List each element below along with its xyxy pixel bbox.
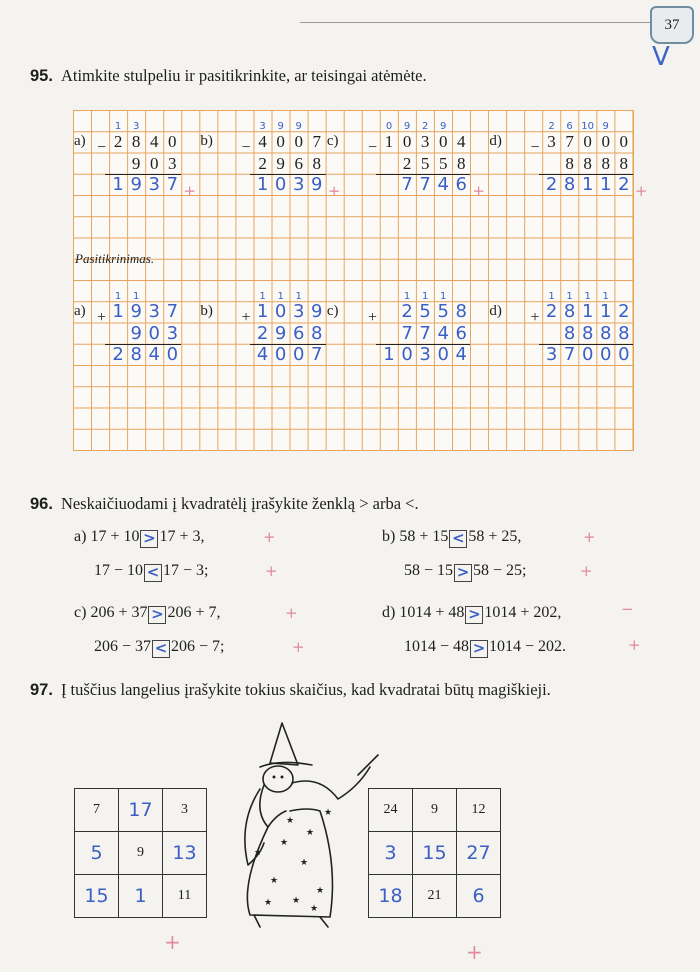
bottom-digit: 0 (148, 322, 160, 344)
comparison-row (404, 562, 527, 582)
magic-cell[interactable]: 5 (75, 832, 119, 875)
operation-sign: + (530, 309, 540, 327)
top-digit: 1 (112, 301, 124, 323)
answer-digit: 4 (148, 343, 160, 365)
top-digit: 9 (130, 301, 142, 323)
teacher-mark: + (265, 562, 278, 580)
carry-digit: 1 (114, 291, 122, 302)
bottom-digit: 8 (583, 153, 592, 173)
sum-line (539, 344, 633, 345)
bottom-digit: 8 (457, 153, 466, 173)
bottom-digit: 2 (256, 322, 269, 344)
top-digit: 0 (601, 132, 610, 152)
answer-digit: 1 (256, 173, 269, 195)
magic-row (75, 832, 207, 875)
comparison-row (382, 604, 561, 624)
answer-digit: 3 (148, 173, 160, 195)
right-expression: 58 + 25, (468, 528, 522, 545)
comparison-row (382, 528, 521, 548)
comparison-row (404, 638, 566, 658)
top-digit: 4 (258, 132, 267, 152)
answer-digit: 7 (419, 173, 431, 195)
top-digit: 8 (563, 301, 576, 323)
bottom-digit: 6 (294, 153, 303, 173)
teacher-check-mark: V (652, 42, 670, 72)
top-digit: 4 (149, 132, 159, 152)
carry-digit: 1 (295, 291, 302, 302)
sign-value: > (472, 639, 486, 657)
bottom-digit: 8 (565, 153, 574, 173)
left-expression: 1014 + 48 (399, 604, 465, 621)
bottom-digit: 8 (312, 153, 322, 173)
carry-digit: 1 (566, 291, 573, 302)
magic-cell[interactable]: 15 (413, 832, 457, 875)
item-label: a) (74, 528, 87, 545)
problem-label: c) (326, 133, 339, 150)
teacher-mark: + (327, 181, 341, 200)
operation-sign: − (530, 139, 540, 157)
top-digit: 0 (274, 301, 287, 323)
square-2-mark: + (466, 940, 483, 964)
carry-digit: 3 (259, 121, 266, 132)
bottom-digit: 7 (419, 322, 431, 344)
teacher-mark: + (580, 562, 593, 580)
svg-text:★: ★ (270, 876, 279, 886)
carry-digit: 1 (548, 291, 555, 302)
svg-text:★: ★ (300, 858, 309, 868)
carry-digit: 9 (440, 121, 447, 132)
answer-digit: 0 (166, 343, 179, 365)
carry-digit: 1 (403, 291, 411, 302)
top-digit: 0 (438, 132, 448, 152)
square-1-mark: + (164, 930, 181, 954)
bottom-digit: 8 (600, 322, 612, 344)
top-digit: 7 (166, 301, 179, 323)
comparison-row (74, 528, 205, 548)
operation-sign: − (97, 139, 107, 157)
top-digit: 9 (311, 301, 323, 323)
answer-digit: 2 (545, 173, 558, 195)
answer-digit: 1 (383, 343, 395, 365)
problem-label: a) (74, 133, 86, 150)
top-digit: 0 (583, 132, 592, 152)
answer-digit: 4 (455, 343, 467, 365)
top-digit: 2 (401, 301, 413, 323)
left-expression: 58 − 15 (404, 562, 454, 579)
magic-row (369, 789, 501, 832)
carry-digit: 1 (602, 291, 609, 302)
bottom-digit: 2 (258, 153, 267, 173)
carry-digit: 9 (277, 121, 284, 132)
magic-cell: 3 (163, 789, 207, 832)
answer-digit: 1 (600, 173, 612, 195)
top-digit: 1 (581, 301, 594, 323)
answer-digit: 0 (292, 343, 305, 365)
carry-digit: 3 (132, 121, 140, 132)
answer-digit: 3 (292, 173, 305, 195)
answer-digit: 0 (581, 343, 594, 365)
bottom-digit: 3 (166, 322, 179, 344)
top-digit: 3 (292, 301, 305, 323)
answer-digit: 8 (563, 173, 576, 195)
task-97-instruction: Į tuščius langelius įrašykite tokius skaičius, kad kvadratai būtų magiškieji. (60, 680, 551, 699)
sign-value: < (452, 529, 465, 547)
item-label: d) (382, 604, 396, 621)
svg-text:★: ★ (316, 886, 325, 896)
sign-box[interactable] (465, 606, 483, 624)
operation-sign: + (97, 309, 107, 327)
magic-cell[interactable]: 3 (369, 832, 413, 875)
top-digit: 1 (256, 301, 269, 323)
top-digit: 4 (457, 132, 466, 152)
magic-row (75, 875, 207, 918)
teacher-mark: + (263, 528, 276, 546)
magic-row (369, 875, 501, 918)
answer-digit: 0 (274, 343, 287, 365)
bottom-digit: 4 (437, 322, 449, 344)
top-digit: 8 (131, 132, 141, 152)
right-expression: 58 − 25; (473, 562, 527, 579)
right-expression: 206 + 7, (167, 604, 221, 621)
answer-digit: 9 (311, 173, 323, 195)
top-digit: 1 (384, 132, 394, 152)
task-95-number: 95. (30, 67, 53, 85)
answer-digit: 8 (130, 343, 142, 365)
answer-digit: 3 (419, 343, 431, 365)
bottom-digit: 5 (420, 153, 430, 173)
task-96-number: 96. (30, 495, 53, 513)
carry-digit: 1 (259, 291, 266, 302)
carry-digit: 9 (295, 121, 302, 132)
carry-digit: 1 (421, 291, 429, 302)
carry-digit: 9 (602, 121, 609, 132)
teacher-mark: + (628, 636, 641, 654)
item-label: b) (382, 528, 396, 545)
top-digit: 8 (455, 301, 467, 323)
top-digit: 3 (148, 301, 160, 323)
wizard-illustration-icon (220, 715, 380, 930)
magic-cell[interactable]: 13 (163, 832, 207, 875)
magic-square-2 (368, 788, 501, 918)
problem-label: d) (489, 303, 502, 320)
magic-cell[interactable]: 18 (369, 875, 413, 918)
answer-digit: 2 (112, 343, 124, 365)
magic-cell[interactable]: 6 (457, 875, 501, 918)
answer-digit: 0 (401, 343, 413, 365)
carry-digit: 6 (566, 121, 573, 132)
carry-digit: 1 (440, 291, 447, 302)
carry-digit: 1 (132, 291, 140, 302)
top-digit: 0 (294, 132, 303, 152)
top-digit: 7 (565, 132, 574, 152)
bottom-digit: 8 (618, 322, 630, 344)
answer-digit: 7 (401, 173, 413, 195)
carry-digit: 1 (114, 121, 122, 132)
magic-cell[interactable]: 1 (119, 875, 163, 918)
svg-text:★: ★ (292, 896, 301, 906)
comparison-row (94, 562, 209, 582)
page-number: 37 (650, 6, 694, 44)
sign-value: < (146, 563, 160, 581)
sign-value: > (151, 605, 164, 623)
answer-digit: 0 (618, 343, 630, 365)
answer-digit: 7 (311, 343, 323, 365)
teacher-mark: + (583, 528, 596, 546)
top-digit: 0 (619, 132, 629, 152)
top-digit: 5 (419, 301, 431, 323)
bottom-digit: 8 (581, 322, 594, 344)
sum-line (105, 174, 181, 175)
task-95-instruction: Atimkite stulpeliu ir pasitikrinkite, ar teisingai atėmėte. (60, 66, 427, 85)
magic-square-1 (74, 788, 207, 918)
left-expression: 17 + 10 (90, 528, 140, 545)
bottom-digit: 7 (401, 322, 413, 344)
sign-box[interactable] (140, 530, 158, 548)
answer-digit: 0 (274, 173, 287, 195)
top-digit: 0 (276, 132, 285, 152)
left-expression: 206 − 37 (94, 638, 152, 655)
sign-value: > (456, 563, 470, 581)
bottom-digit: 2 (402, 153, 412, 173)
carry-digit: 1 (584, 291, 591, 302)
operation-sign: − (241, 139, 251, 157)
answer-digit: 6 (455, 173, 467, 195)
magic-cell: 11 (163, 875, 207, 918)
top-digit: 1 (600, 301, 612, 323)
task-95-grid (73, 110, 648, 451)
sign-box[interactable] (144, 564, 162, 582)
sum-line (105, 344, 181, 345)
teacher-mark: − (621, 600, 634, 618)
answer-digit: 1 (581, 173, 594, 195)
sign-box[interactable] (470, 640, 488, 658)
operation-sign: + (367, 309, 377, 327)
svg-text:★: ★ (280, 838, 289, 848)
right-expression: 17 − 3; (163, 562, 209, 579)
bottom-digit: 8 (563, 322, 576, 344)
problem-label: c) (326, 303, 339, 320)
left-expression: 1014 − 48 (404, 638, 470, 655)
svg-text:★: ★ (254, 848, 263, 858)
sign-value: < (154, 639, 168, 657)
comparison-row (74, 604, 221, 624)
carry-digit: 0 (385, 121, 393, 132)
teacher-mark: + (634, 181, 648, 200)
magic-cell[interactable]: 17 (119, 789, 163, 832)
right-expression: 1014 − 202. (489, 638, 567, 655)
teacher-mark: + (292, 638, 305, 656)
sign-value: > (468, 605, 481, 623)
sign-box[interactable] (148, 606, 166, 624)
magic-row (369, 832, 501, 875)
answer-digit: 0 (600, 343, 612, 365)
top-digit: 5 (437, 301, 449, 323)
sum-line (250, 344, 326, 345)
sign-value: > (143, 529, 156, 547)
check-label: Pasitikrinimas. (75, 251, 155, 267)
left-expression: 206 + 37 (90, 604, 148, 621)
magic-cell: 9 (119, 832, 163, 875)
answer-digit: 1 (112, 173, 124, 195)
bottom-digit: 6 (455, 322, 467, 344)
sign-box[interactable] (454, 564, 472, 582)
top-digit: 3 (547, 132, 556, 152)
problem-label: b) (200, 303, 213, 320)
bottom-digit: 9 (131, 153, 141, 173)
sign-box[interactable] (449, 530, 467, 548)
sum-line (250, 174, 326, 175)
magic-cell: 21 (413, 875, 457, 918)
answer-digit: 0 (437, 343, 449, 365)
answer-digit: 9 (130, 173, 142, 195)
top-rule (300, 22, 650, 23)
carry-digit: 9 (403, 121, 411, 132)
bottom-digit: 9 (274, 322, 287, 344)
magic-cell[interactable]: 15 (75, 875, 119, 918)
task-96-instruction: Neskaičiuodami į kvadratėlį įrašykite ženklą > arba <. (60, 494, 419, 513)
top-digit: 3 (420, 132, 430, 152)
svg-text:★: ★ (286, 816, 295, 826)
right-expression: 1014 + 202, (484, 604, 562, 621)
answer-digit: 4 (256, 343, 269, 365)
right-expression: 206 − 7; (171, 638, 225, 655)
bottom-digit: 9 (130, 322, 142, 344)
magic-row (75, 789, 207, 832)
operation-sign: + (241, 309, 251, 327)
left-expression: 17 − 10 (94, 562, 144, 579)
top-digit: 0 (402, 132, 412, 152)
answer-digit: 2 (618, 173, 630, 195)
carry-digit: 1 (277, 291, 284, 302)
carry-digit: 10 (581, 121, 595, 132)
bottom-digit: 8 (601, 153, 610, 173)
bottom-digit: 8 (311, 322, 323, 344)
top-digit: 2 (545, 301, 558, 323)
comparison-row (94, 638, 225, 658)
svg-text:★: ★ (264, 898, 273, 908)
teacher-mark: + (285, 604, 298, 622)
operation-sign: − (367, 139, 377, 157)
svg-text:★: ★ (306, 828, 315, 838)
task-96-title (30, 494, 419, 514)
sum-line (376, 174, 470, 175)
sum-line (539, 174, 633, 175)
teacher-mark: + (472, 181, 485, 200)
carry-digit: 2 (548, 121, 555, 132)
left-expression: 58 + 15 (399, 528, 449, 545)
teacher-mark: + (183, 181, 196, 200)
magic-cell[interactable]: 27 (457, 832, 501, 875)
bottom-digit: 9 (276, 153, 285, 173)
magic-cell: 24 (369, 789, 413, 832)
bottom-digit: 3 (168, 153, 177, 173)
answer-digit: 3 (545, 343, 558, 365)
bottom-digit: 0 (149, 153, 159, 173)
top-digit: 7 (312, 132, 322, 152)
task-95-title (30, 66, 427, 86)
answer-digit: 7 (166, 173, 179, 195)
right-expression: 17 + 3, (159, 528, 205, 545)
item-label: c) (74, 604, 87, 621)
sum-line (376, 344, 470, 345)
problem-label: d) (489, 133, 502, 150)
bottom-digit: 5 (438, 153, 448, 173)
problem-label: b) (200, 133, 213, 150)
problem-label: a) (74, 303, 86, 320)
bottom-digit: 8 (619, 153, 629, 173)
top-digit: 0 (168, 132, 177, 152)
svg-text:★: ★ (310, 904, 319, 914)
task-97-number: 97. (30, 681, 53, 699)
task-97-title (30, 680, 551, 700)
carry-digit: 2 (421, 121, 429, 132)
magic-cell: 7 (75, 789, 119, 832)
answer-digit: 4 (437, 173, 449, 195)
svg-text:★: ★ (324, 808, 333, 818)
magic-cell: 9 (413, 789, 457, 832)
answer-digit: 7 (563, 343, 576, 365)
top-digit: 2 (618, 301, 630, 323)
bottom-digit: 6 (292, 322, 305, 344)
sign-box[interactable] (152, 640, 170, 658)
magic-cell: 12 (457, 789, 501, 832)
top-digit: 2 (113, 132, 123, 152)
